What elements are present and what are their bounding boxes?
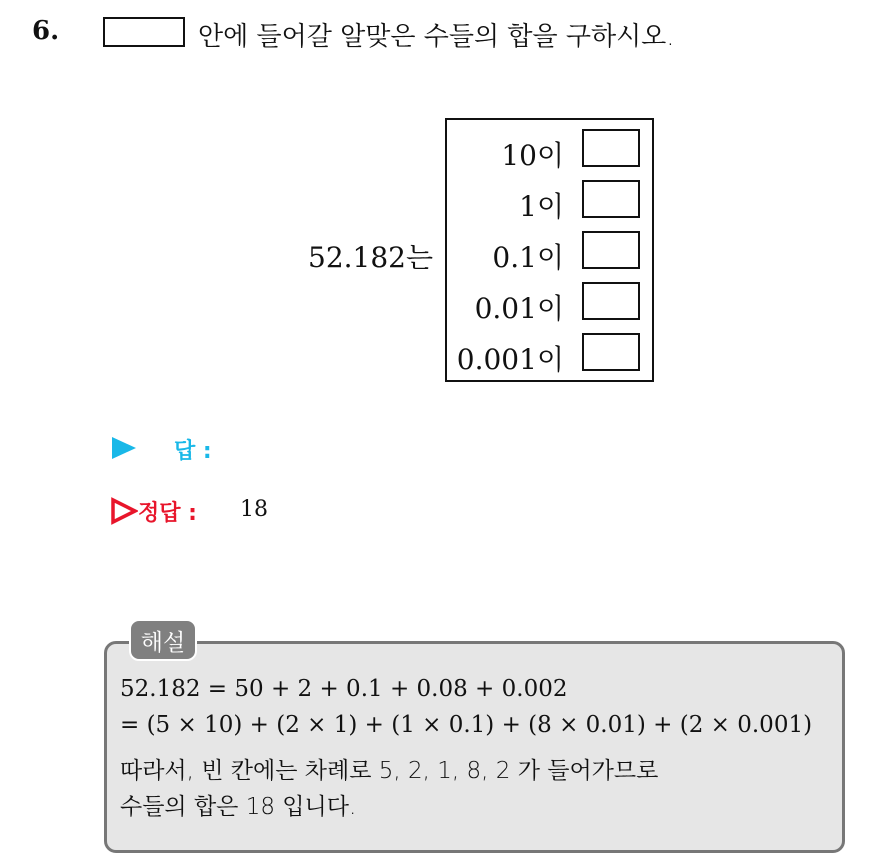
answer-blank[interactable] [582, 282, 640, 320]
table-row-label: 1이 [519, 190, 564, 223]
explanation-tab: 해설 [129, 619, 197, 661]
explanation-line: = (5 × 10) + (2 × 1) + (1 × 0.1) + (8 × 0.01) + (2 × 0.001) [120, 712, 813, 738]
question-number: 6. [32, 16, 60, 46]
question-text: 안에 들어갈 알맞은 수들의 합을 구하시오. [198, 22, 675, 52]
table-row-label: 0.1이 [492, 241, 564, 274]
answer-blank[interactable] [582, 231, 640, 269]
table-row-label: 10이 [501, 139, 564, 172]
correct-answer-label: 정답 : [138, 501, 197, 526]
outline-arrow-icon [110, 497, 138, 525]
table-row-label: 0.01이 [474, 292, 564, 325]
explanation-line: 따라서, 빈 칸에는 차례로 5, 2, 1, 8, 2 가 들어가므로 [120, 758, 659, 784]
correct-answer-value: 18 [240, 497, 268, 522]
explanation-line: 52.182 = 50 + 2 + 0.1 + 0.08 + 0.002 [120, 676, 568, 702]
play-arrow-icon [110, 435, 138, 461]
blank-box-icon [103, 17, 185, 47]
figure-lead: 52.182는 [308, 241, 434, 274]
explanation-panel [104, 641, 845, 853]
answer-blank[interactable] [582, 333, 640, 371]
answer-blank[interactable] [582, 129, 640, 167]
answer-blank[interactable] [582, 180, 640, 218]
table-row-label: 0.001이 [456, 343, 564, 376]
explanation-line: 수들의 합은 18 입니다. [120, 794, 357, 820]
answer-label: 답 : [174, 439, 212, 464]
